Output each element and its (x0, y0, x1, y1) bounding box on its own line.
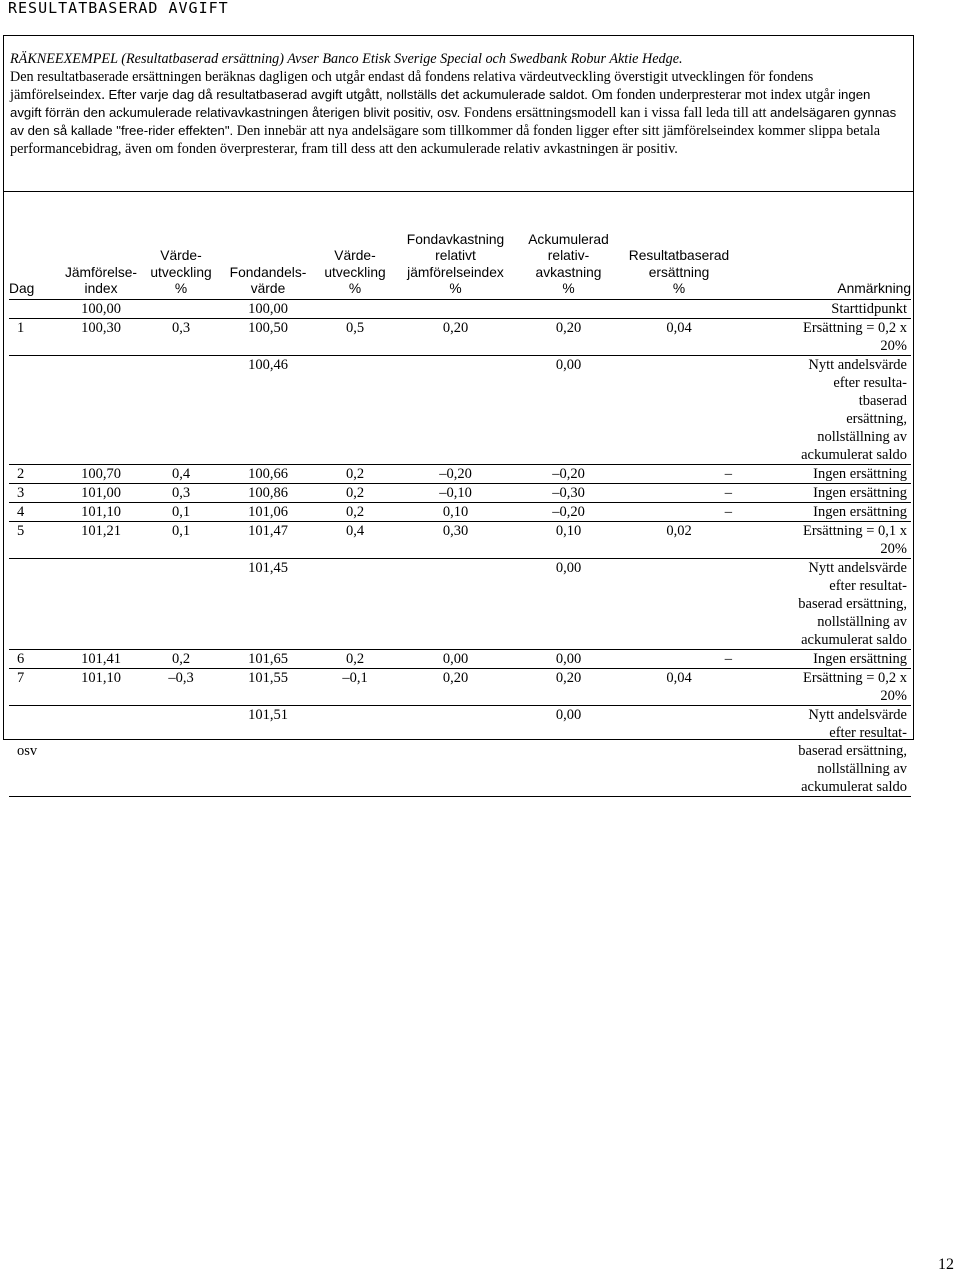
cell-accumulated: –0,30 (552, 484, 585, 501)
header-fondandelsvarde: Fondandels- värde (229, 264, 307, 296)
cell-dag: 3 (17, 484, 25, 501)
cell-index: 100,70 (81, 465, 121, 482)
cell-dag (9, 355, 60, 464)
cell-dag: osv (17, 742, 38, 759)
cell-nav: 101,45 (248, 559, 288, 576)
table-row (9, 318, 911, 355)
intro-text-serif-4: Den innebär att nya andelsägare som tillkommer då fonden ligger efter sitt jämförelseindex kommer slippa betala performancebidrag, även om fonden överpresterar, fram till dess att den ackumulerade relativ avkastningen är positiv. (10, 123, 881, 157)
cell-relative (394, 705, 517, 796)
cell-index: 101,21 (81, 522, 121, 539)
cell-index-pct: –0,3 (168, 669, 194, 686)
cell-index: 101,41 (81, 650, 121, 667)
cell-note: Nytt andelsvärde efter resultat- baserad ersättning, nollställning av ackumulerat saldo (798, 706, 907, 795)
cell-dag: 1 (17, 319, 25, 336)
table-row (9, 558, 911, 649)
cell-nav: 101,51 (248, 706, 288, 723)
cell-index-pct: 0,2 (171, 650, 191, 667)
cell-fund-pct: 0,2 (345, 465, 365, 482)
cell-nav: 101,47 (248, 522, 288, 539)
cell-index-pct: 0,1 (171, 503, 191, 520)
cell-nav: 101,06 (248, 503, 288, 520)
intro-text (4, 36, 913, 192)
table-row (9, 483, 911, 502)
cell-index: 101,10 (81, 669, 121, 686)
cell-accumulated: 0,00 (555, 706, 582, 723)
cell-accumulated: –0,20 (552, 465, 585, 482)
cell-index: 100,00 (81, 300, 121, 317)
cell-dag: 5 (17, 522, 25, 539)
cell-fund-pct (316, 705, 394, 796)
cell-fund-pct: 0,2 (345, 484, 365, 501)
cell-note: Ingen ersättning (813, 503, 907, 520)
cell-relative: 0,00 (442, 650, 469, 667)
cell-relative (394, 355, 517, 464)
cell-fee: 0,02 (666, 522, 692, 539)
cell-index: 101,10 (81, 503, 121, 520)
cell-index: 101,00 (81, 484, 121, 501)
cell-relative: 0,20 (442, 319, 469, 336)
cell-accumulated: –0,20 (552, 503, 585, 520)
cell-fee: 0,04 (666, 319, 692, 336)
cell-nav: 101,55 (248, 669, 288, 686)
section-title: RESULTATBASERAD AVGIFT (8, 0, 229, 17)
page-number: 12 (938, 1256, 954, 1273)
cell-index (60, 558, 142, 649)
intro-paragraph (10, 68, 905, 158)
cell-dag (9, 558, 60, 649)
intro-text-sans-3: andelsägaren gynnas av den så kallade "free-rider effekten". (10, 105, 897, 138)
cell-fee (620, 355, 738, 464)
cell-dag: 7 (17, 669, 25, 686)
header-resultatbaserad: Resultatbaserad ersättning % (628, 248, 730, 296)
cell-accumulated: 0,20 (555, 319, 582, 336)
cell-fund-pct: 0,2 (345, 650, 365, 667)
cell-nav: 100,86 (248, 484, 288, 501)
cell-note: Ersättning = 0,2 x 20% (802, 319, 907, 354)
cell-note: Starttidpunkt (831, 300, 907, 317)
header-vardeutveckling-index: Värde- utveckling % (150, 248, 212, 296)
cell-note: Ingen ersättning (813, 650, 907, 667)
cell-accumulated: 0,20 (555, 669, 582, 686)
cell-note: Ersättning = 0,1 x 20% (802, 522, 907, 557)
table-row (9, 299, 911, 318)
cell-nav: 100,66 (248, 465, 288, 482)
cell-fund-pct: 0,4 (345, 522, 365, 539)
example-heading: RÄKNEEXEMPEL (Resultatbaserad ersättning) Avser Banco Etisk Sverige Special och Swedbank Robur Aktie Hedge. (10, 51, 683, 67)
cell-accumulated: 0,00 (555, 650, 582, 667)
cell-note: Ersättning = 0,2 x 20% (802, 669, 907, 704)
cell-relative: –0,20 (439, 465, 472, 482)
cell-index-pct: 0,3 (171, 484, 191, 501)
cell-accumulated: 0,10 (555, 522, 582, 539)
cell-relative (394, 299, 517, 318)
cell-index-pct (142, 299, 220, 318)
cell-fund-pct: 0,2 (345, 503, 365, 520)
cell-fee: – (724, 650, 732, 667)
cell-fee: – (724, 503, 732, 520)
cell-index-pct: 0,4 (171, 465, 191, 482)
cell-index (60, 705, 142, 796)
cell-nav: 100,46 (248, 356, 288, 373)
intro-text-serif-1: Den resultatbaserade ersättningen beräknas dagligen och utgår endast då fondens relativa värdeutveckling överstigit utvecklingen för fondens jämförelseindex. (10, 69, 814, 103)
cell-fee (620, 558, 738, 649)
cell-note: Nytt andelsvärde efter resultat- baserad ersättning, nollställning av ackumulerat saldo (798, 559, 907, 648)
table-row (9, 705, 911, 796)
cell-nav: 100,50 (248, 319, 288, 336)
intro-text-serif-3: Fondens ersättningsmodell kan i vissa fall leda till att (460, 105, 771, 121)
cell-dag: 4 (17, 503, 25, 520)
table-row (9, 464, 911, 483)
cell-relative: 0,10 (442, 503, 469, 520)
cell-accumulated: 0,00 (555, 559, 582, 576)
cell-index-pct (142, 355, 220, 464)
header-jamforelseindex: Jämförelse- index (64, 264, 138, 296)
cell-index-pct (142, 558, 220, 649)
intro-text-sans-2: ingen avgift förrän den ackumulerade relativavkastningen återigen blivit positiv, osv. (10, 87, 871, 120)
table-row (9, 668, 911, 705)
header-anmarkning: Anmärkning (837, 281, 911, 296)
cell-index: 100,30 (81, 319, 121, 336)
cell-nav: 100,00 (248, 300, 288, 317)
header-ackumulerad: Ackumulerad relativ- avkastning % (528, 231, 609, 296)
cell-dag (9, 299, 60, 318)
cell-accumulated: 0,00 (555, 356, 582, 373)
cell-nav: 101,65 (248, 650, 288, 667)
cell-fee: – (724, 484, 732, 501)
cell-relative: –0,10 (439, 484, 472, 501)
cell-dag: 6 (17, 650, 25, 667)
calculation-table (9, 191, 911, 797)
cell-fee (620, 705, 738, 796)
cell-relative: 0,30 (442, 522, 469, 539)
cell-fee: – (724, 465, 732, 482)
cell-index (60, 355, 142, 464)
example-box (3, 35, 914, 795)
cell-relative (394, 558, 517, 649)
cell-index-pct (142, 705, 220, 796)
table-row (9, 521, 911, 558)
table-header-row (9, 191, 911, 299)
cell-fee (620, 299, 738, 318)
intro-text-sans-1: Efter varje dag då resultatbaserad avgift utgått, nollställs det ackumulerade saldot. (108, 87, 588, 102)
header-dag: Dag (9, 281, 35, 296)
cell-index-pct: 0,1 (171, 522, 191, 539)
cell-accumulated (517, 299, 620, 318)
header-vardeutveckling-fond: Värde- utveckling % (324, 248, 386, 296)
cell-index-pct: 0,3 (171, 319, 191, 336)
header-fondavkastning-relativt: Fondavkastning relativt jämförelseindex % (406, 231, 505, 296)
cell-fund-pct: 0,5 (345, 319, 365, 336)
cell-fund-pct (316, 355, 394, 464)
intro-text-serif-2: Om fonden underpresterar mot index utgår (587, 87, 839, 103)
cell-relative: 0,20 (442, 669, 469, 686)
cell-note: Nytt andelsvärde efter resulta- tbaserad ersättning, nollställning av ackumulerat saldo (801, 356, 907, 463)
cell-fund-pct: –0,1 (342, 669, 368, 686)
table-row (9, 355, 911, 464)
cell-note: Ingen ersättning (813, 484, 907, 501)
cell-fund-pct (316, 299, 394, 318)
cell-dag: 2 (17, 465, 25, 482)
table-row (9, 649, 911, 668)
cell-fund-pct (316, 558, 394, 649)
cell-fee: 0,04 (666, 669, 692, 686)
cell-note: Ingen ersättning (813, 465, 907, 482)
table-row (9, 502, 911, 521)
